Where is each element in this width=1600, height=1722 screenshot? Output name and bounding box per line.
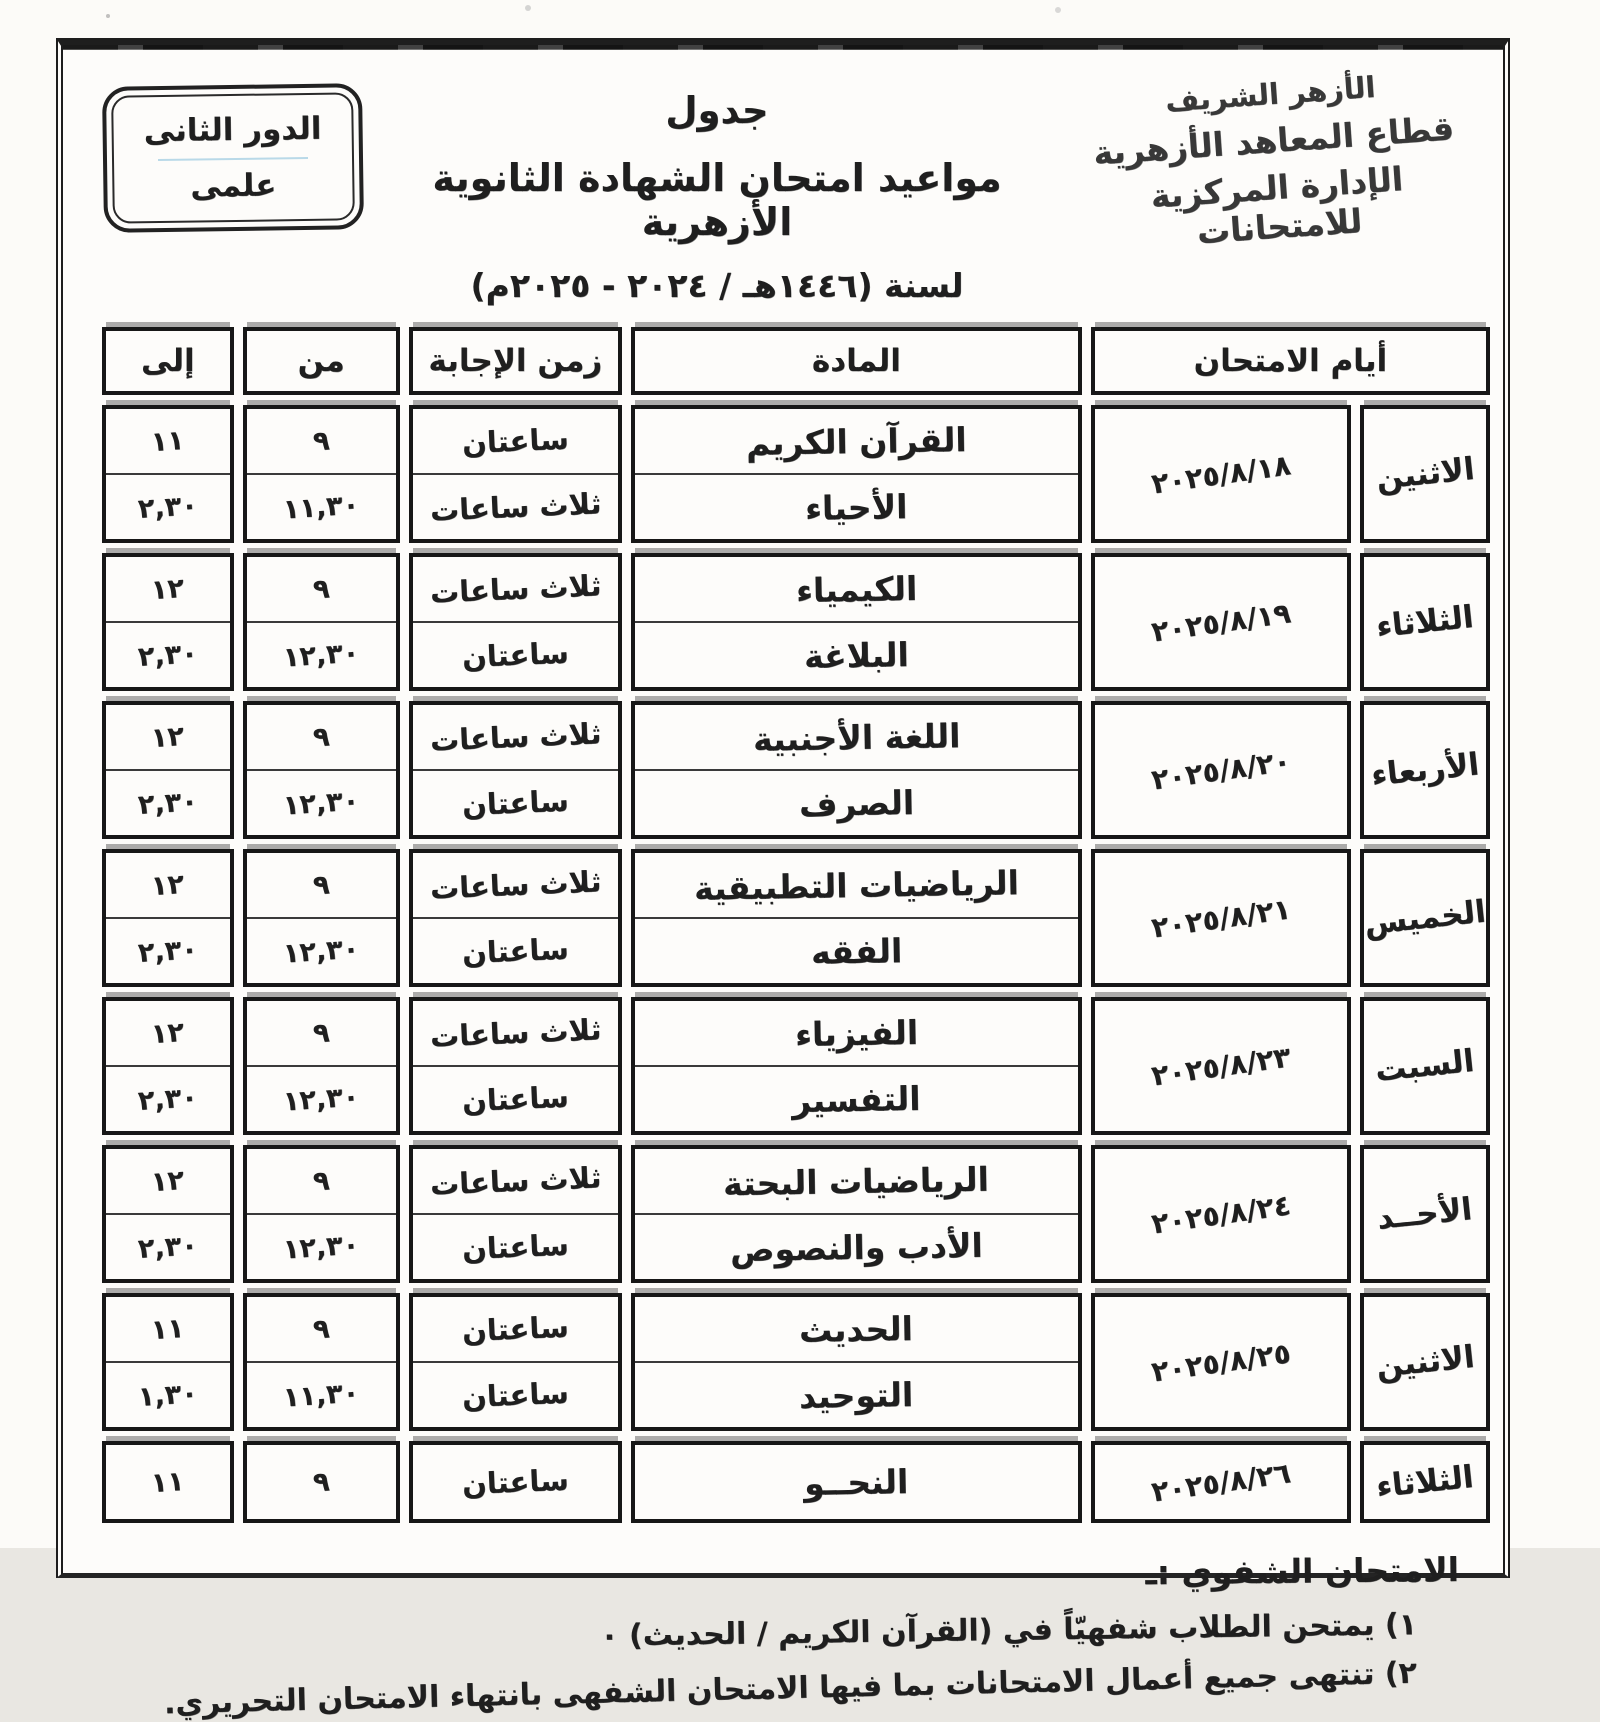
subject-cell [631, 1145, 1082, 1283]
table-header-row [102, 327, 1490, 395]
from-split [247, 409, 396, 539]
from-time [247, 919, 396, 983]
from-time [247, 1067, 396, 1131]
exam-day-cell [1360, 405, 1490, 543]
exam-day-label: الثلاثاء [1374, 598, 1476, 646]
title-year-line: لسنة (١٤٤٦هـ / ٢٠٢٤ - ٢٠٢٥م) [470, 266, 964, 305]
to-time [106, 475, 230, 539]
to-time-text: ١٢ [150, 720, 186, 754]
from-time-text: ١٢,٣٠ [282, 1228, 361, 1266]
to-time-text: ١١ [150, 1465, 186, 1499]
to-time-text: ٢,٣٠ [136, 1229, 199, 1265]
duration-cell [409, 405, 622, 543]
duration-label-text: ثلاث ساعات [428, 1012, 602, 1054]
to-time [106, 409, 230, 475]
to-time [106, 919, 230, 983]
to-split [106, 1001, 230, 1131]
from-time [247, 1297, 396, 1363]
from-time-text: ٩ [311, 1164, 331, 1198]
duration-label [413, 919, 618, 983]
from-split [247, 853, 396, 983]
letterhead-line-1: الأزهر الشريف [1164, 69, 1377, 119]
to-time [106, 705, 230, 771]
from-time [247, 409, 396, 475]
exam-day-row [102, 553, 1490, 691]
from-time [247, 557, 396, 623]
from-time-text: ٩ [311, 720, 331, 754]
to-time-text: ٢,٣٠ [136, 1081, 199, 1117]
duration-label-text: ساعتان [461, 635, 570, 675]
to-cell [102, 1293, 234, 1431]
from-time [247, 853, 396, 919]
to-split [106, 705, 230, 835]
duration-split [413, 557, 618, 687]
from-time [247, 771, 396, 835]
duration-label-text: ساعتان [461, 1309, 570, 1349]
from-time-text: ٩ [311, 868, 331, 902]
duration-split [413, 1297, 618, 1427]
duration-label [413, 1297, 618, 1363]
duration-label [413, 475, 618, 539]
subject-cell [631, 1293, 1082, 1431]
subject-cell [631, 997, 1082, 1135]
duration-label [413, 1215, 618, 1279]
subject-label [635, 1067, 1078, 1131]
exam-day-label: السبت [1373, 1042, 1477, 1090]
to-time [106, 1297, 230, 1363]
exam-day-cell [1360, 1293, 1490, 1431]
badge-divider-line [158, 157, 308, 161]
duration-cell [409, 849, 622, 987]
subject-label [635, 475, 1078, 539]
exam-day-row [102, 1441, 1490, 1523]
to-time-text: ٢,٣٠ [136, 489, 199, 525]
subject-label [635, 1445, 1078, 1519]
to-cell [102, 1441, 234, 1523]
exam-date-cell [1091, 997, 1351, 1135]
letterhead-line-3: الإدارة المركزية للامتحانات [1149, 159, 1405, 252]
exam-day-row [102, 701, 1490, 839]
subject-label [635, 1215, 1078, 1279]
exam-day-cell [1360, 1441, 1490, 1523]
to-time-text: ١١ [150, 424, 186, 458]
from-time-text: ٩ [311, 424, 331, 458]
subject-label [635, 557, 1078, 623]
exam-day-label: الأحــد [1375, 1191, 1475, 1237]
subject-label-text: النحــو [803, 1461, 909, 1503]
from-cell [243, 1441, 400, 1523]
subject-label-text: الصرف [798, 782, 915, 824]
from-time-text: ٩ [311, 1312, 331, 1346]
badge-track-label: علمى [190, 167, 277, 205]
subject-label-text: الفقه [810, 930, 903, 972]
subject-label-text: الأدب والنصوص [729, 1225, 984, 1269]
subject-label-text: الرياضيات التطبيقية [693, 862, 1020, 908]
subject-label [635, 1149, 1078, 1215]
duration-label [413, 409, 618, 475]
from-time-text: ١٢,٣٠ [282, 784, 361, 822]
subject-label [635, 919, 1078, 983]
from-time [247, 1001, 396, 1067]
to-time-text: ٢,٣٠ [136, 785, 199, 821]
exam-date-value: ٢٠٢٥/٨/٢٤ [1149, 1187, 1293, 1241]
exam-day-row [102, 849, 1490, 987]
exam-day-label: الثلاثاء [1374, 1458, 1476, 1506]
notes-heading: الامتحان الشفوي :ـ [1145, 1550, 1460, 1593]
duration-cell [409, 1441, 622, 1523]
from-time [247, 1215, 396, 1279]
subject-label [635, 771, 1078, 835]
duration-label-text: ساعتان [461, 1079, 570, 1119]
from-cell [243, 849, 400, 987]
exam-date-value: ٢٠٢٥/٨/٢٠ [1149, 743, 1293, 797]
document-title [369, 73, 1065, 305]
subject-cell [631, 405, 1082, 543]
to-time-text: ١١ [150, 1312, 186, 1346]
exam-day-cell [1360, 553, 1490, 691]
exam-date-cell [1091, 553, 1351, 691]
exam-date-cell [1091, 1293, 1351, 1431]
from-time-text: ١١,٣٠ [282, 488, 361, 526]
subject-label-text: التوحيد [798, 1374, 914, 1416]
from-time-text: ١٢,٣٠ [282, 1080, 361, 1118]
duration-label-text: ساعتان [461, 931, 570, 971]
subject-split [635, 1149, 1078, 1279]
duration-label [413, 1149, 618, 1215]
subject-split [635, 409, 1078, 539]
duration-cell [409, 553, 622, 691]
exam-date-value: ٢٠٢٥/٨/١٨ [1149, 447, 1293, 501]
document-header [63, 49, 1503, 311]
exam-day-cell [1360, 701, 1490, 839]
duration-cell [409, 997, 622, 1135]
duration-label-text: ثلاث ساعات [428, 568, 602, 610]
to-split [106, 1297, 230, 1427]
duration-cell [409, 701, 622, 839]
to-cell [102, 849, 234, 987]
to-time [106, 853, 230, 919]
to-time-text: ١٢ [150, 572, 186, 606]
to-cell [102, 701, 234, 839]
from-time [247, 475, 396, 539]
duration-label [413, 557, 618, 623]
from-cell [243, 1293, 400, 1431]
exam-day-label: الاثنين [1374, 450, 1476, 498]
exam-day-cell [1360, 1145, 1490, 1283]
note-item-1: ١) يمتحن الطلاب شفهيّاً في (القرآن الكريم / الحديث) ٠ [600, 1607, 1418, 1654]
subject-label [635, 853, 1078, 919]
exam-date-cell [1091, 1441, 1351, 1523]
exam-day-label: الاثنين [1374, 1338, 1476, 1386]
duration-label-text: ساعتان [461, 421, 570, 461]
exam-date-cell [1091, 701, 1351, 839]
from-split [247, 705, 396, 835]
header-exam-days: أيام الامتحان [1091, 327, 1490, 395]
from-time [247, 1445, 396, 1519]
duration-label [413, 1445, 618, 1519]
duration-label-text: ساعتان [461, 1462, 570, 1502]
from-cell [243, 997, 400, 1135]
to-time [106, 1445, 230, 1519]
subject-split [635, 557, 1078, 687]
duration-cell [409, 1293, 622, 1431]
scan-noise-speckles [106, 14, 110, 18]
to-time-text: ١٢ [150, 1164, 186, 1198]
from-split [247, 1001, 396, 1131]
duration-split [413, 409, 618, 539]
to-time [106, 1001, 230, 1067]
title-main-line: مواعيد امتحان الشهادة الثانوية الأزهرية [432, 156, 1002, 244]
subject-label-text: الأحياء [804, 486, 908, 528]
subject-cell [631, 849, 1082, 987]
to-split [106, 557, 230, 687]
from-time [247, 623, 396, 687]
badge-inner-box [111, 92, 355, 223]
subject-label-text: الكيمياء [795, 568, 918, 610]
from-split [247, 557, 396, 687]
exam-date-cell [1091, 1145, 1351, 1283]
to-time-text: ١٢ [150, 1016, 186, 1050]
title-word-schedule: جدول [665, 89, 769, 132]
subject-label [635, 623, 1078, 687]
to-time [106, 1363, 230, 1427]
exam-date-value: ٢٠٢٥/٨/٢٣ [1149, 1039, 1293, 1093]
exam-date-value: ٢٠٢٥/٨/٢٥ [1149, 1335, 1293, 1389]
from-split [247, 1149, 396, 1279]
duration-label-text: ساعتان [461, 1227, 570, 1267]
header-duration: زمن الإجابة [409, 327, 622, 395]
round-stage-badge [102, 83, 364, 233]
duration-label-text: ساعتان [461, 783, 570, 823]
duration-label [413, 1363, 618, 1427]
exam-day-cell [1360, 849, 1490, 987]
page-frame [56, 38, 1510, 1722]
subject-label-text: اللغة الأجنبية [752, 715, 961, 759]
subject-label-text: الفيزياء [794, 1012, 919, 1054]
exam-date-value: ٢٠٢٥/٨/٢٦ [1149, 1455, 1293, 1509]
exam-day-row [102, 997, 1490, 1135]
exam-date-cell [1091, 405, 1351, 543]
exam-day-label: الأربعاء [1369, 746, 1481, 794]
subject-label-text: الرياضيات البحتة [723, 1159, 990, 1203]
subject-cell [631, 1441, 1082, 1523]
from-time-text: ٩ [311, 572, 331, 606]
exam-day-row [102, 1293, 1490, 1431]
exam-table-body [102, 405, 1490, 1523]
duration-label-text: ثلاث ساعات [428, 486, 602, 528]
duration-label-text: ثلاث ساعات [428, 864, 602, 906]
to-time-text: ١,٣٠ [136, 1377, 199, 1413]
from-cell [243, 405, 400, 543]
subject-label-text: البلاغة [803, 634, 910, 676]
duration-label [413, 1067, 618, 1131]
subject-label [635, 1297, 1078, 1363]
to-time [106, 623, 230, 687]
exam-schedule-table [93, 317, 1499, 1533]
subject-label [635, 1363, 1078, 1427]
exam-date-value: ٢٠٢٥/٨/٢١ [1149, 891, 1293, 945]
duration-split [413, 1149, 618, 1279]
duration-split [413, 853, 618, 983]
badge-round-label: الدور الثانى [143, 110, 322, 150]
to-time-text: ٢,٣٠ [136, 637, 199, 673]
duration-split [413, 1001, 618, 1131]
exam-day-cell [1360, 997, 1490, 1135]
duration-split [413, 705, 618, 835]
subject-label [635, 409, 1078, 475]
duration-label-text: ثلاث ساعات [428, 716, 602, 758]
subject-label [635, 705, 1078, 771]
duration-label [413, 1001, 618, 1067]
letterhead-line-2: قطاع المعاهد الأزهرية [1091, 108, 1456, 173]
exam-day-row [102, 405, 1490, 543]
exam-day-row [102, 1145, 1490, 1283]
subject-cell [631, 701, 1082, 839]
from-split [247, 1297, 396, 1427]
from-time-text: ٩ [311, 1465, 331, 1499]
header-from: من [243, 327, 400, 395]
to-cell [102, 997, 234, 1135]
subject-split [635, 853, 1078, 983]
header-to: إلى [102, 327, 234, 395]
to-split [106, 853, 230, 983]
to-time-text: ٢,٣٠ [136, 933, 199, 969]
from-cell [243, 1145, 400, 1283]
subject-label-text: التفسير [791, 1078, 921, 1120]
from-cell [243, 701, 400, 839]
from-time-text: ١١,٣٠ [282, 1376, 361, 1414]
subject-label [635, 1001, 1078, 1067]
to-cell [102, 1145, 234, 1283]
to-time [106, 771, 230, 835]
azhar-letterhead [1060, 63, 1491, 261]
subject-split [635, 1001, 1078, 1131]
exam-date-value: ٢٠٢٥/٨/١٩ [1149, 595, 1293, 649]
subject-cell [631, 553, 1082, 691]
to-cell [102, 405, 234, 543]
from-time-text: ٩ [311, 1016, 331, 1050]
from-time [247, 705, 396, 771]
duration-label-text: ساعتان [461, 1375, 570, 1415]
exam-day-label: الخميس [1362, 893, 1488, 943]
subject-split [635, 705, 1078, 835]
to-split [106, 1149, 230, 1279]
to-cell [102, 553, 234, 691]
duration-label [413, 771, 618, 835]
exam-date-cell [1091, 849, 1351, 987]
duration-label-text: ثلاث ساعات [428, 1160, 602, 1202]
to-split [106, 409, 230, 539]
subject-split [635, 1297, 1078, 1427]
to-time [106, 1215, 230, 1279]
duration-label [413, 623, 618, 687]
note-item-2: ٢) تنتهى جميع أعمال الامتحانات بما فيها الامتحان الشفهى بانتهاء الامتحان التحريري. [163, 1655, 1418, 1722]
to-time [106, 557, 230, 623]
to-time [106, 1149, 230, 1215]
from-time-text: ١٢,٣٠ [282, 636, 361, 674]
header-subject: المادة [631, 327, 1082, 395]
from-time [247, 1149, 396, 1215]
oral-exam-notes [123, 1550, 1460, 1722]
to-time-text: ١٢ [150, 868, 186, 902]
subject-label-text: القرآن الكريم [745, 419, 968, 463]
duration-label [413, 705, 618, 771]
from-cell [243, 553, 400, 691]
duration-label [413, 853, 618, 919]
from-time-text: ١٢,٣٠ [282, 932, 361, 970]
from-time [247, 1363, 396, 1427]
duration-cell [409, 1145, 622, 1283]
subject-label-text: الحديث [799, 1308, 914, 1350]
to-time [106, 1067, 230, 1131]
